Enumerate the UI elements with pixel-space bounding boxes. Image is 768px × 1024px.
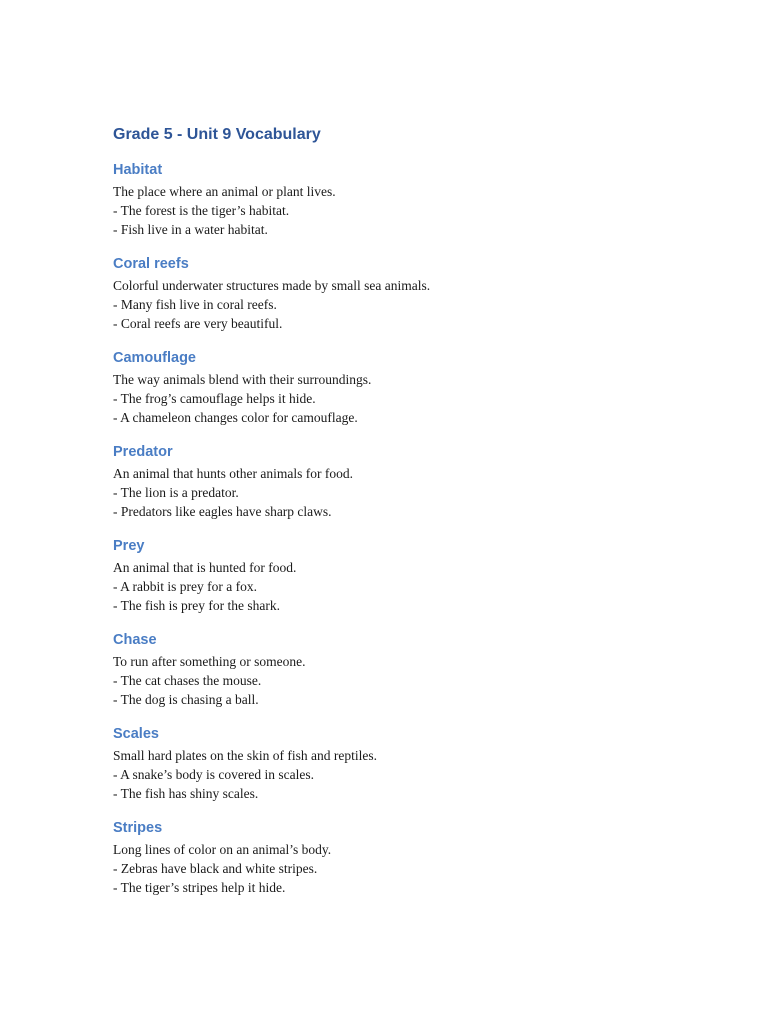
vocab-definition: Long lines of color on an animal’s body. [113,842,332,857]
vocab-term: Camouflage [113,350,196,366]
vocab-term: Predator [113,444,173,460]
vocab-definition: To run after something or someone. [113,654,306,669]
vocab-definition: Colorful underwater structures made by small sea animals. [113,278,431,293]
vocab-entry-chase [113,630,673,724]
vocab-entry-stripes [113,818,673,912]
vocab-term: Chase [113,632,157,648]
vocab-entry-predator [113,442,673,536]
vocab-example: - The lion is a predator. [113,485,239,500]
vocab-example: - A rabbit is prey for a fox. [113,579,257,594]
vocab-term: Habitat [113,162,163,178]
vocab-definition: An animal that hunts other animals for food. [113,466,353,481]
vocab-definition: Small hard plates on the skin of fish and reptiles. [113,748,377,763]
vocab-term: Stripes [113,820,163,836]
vocab-example: - Fish live in a water habitat. [113,222,268,237]
vocab-example: - The dog is chasing a ball. [113,692,259,707]
vocab-term: Scales [113,726,159,742]
vocab-term: Prey [113,538,145,554]
vocab-entry-coral-reefs [113,254,673,348]
vocab-example: - The frog’s camouflage helps it hide. [113,391,316,406]
document-title: Grade 5 - Unit 9 Vocabulary [113,126,321,143]
vocab-definition: The way animals blend with their surroundings. [113,372,372,387]
vocab-example: - Coral reefs are very beautiful. [113,316,283,331]
vocab-example: - Zebras have black and white stripes. [113,861,318,876]
vocab-entry-camouflage [113,348,673,442]
vocab-example: - The forest is the tiger’s habitat. [113,203,290,218]
vocab-example: - Many fish live in coral reefs. [113,297,277,312]
vocab-example: - The fish is prey for the shark. [113,598,280,613]
vocab-example: - The tiger’s stripes help it hide. [113,880,286,895]
vocab-entry-habitat [113,160,673,254]
vocabulary-list [113,160,673,912]
vocab-definition: The place where an animal or plant lives. [113,184,336,199]
vocab-example: - A snake’s body is covered in scales. [113,767,314,782]
vocab-term: Coral reefs [113,256,189,272]
vocab-example: - A chameleon changes color for camouflage. [113,410,358,425]
document-page [113,124,673,912]
vocab-definition: An animal that is hunted for food. [113,560,297,575]
vocab-entry-scales [113,724,673,818]
vocab-entry-prey [113,536,673,630]
vocab-example: - Predators like eagles have sharp claws. [113,504,332,519]
vocab-example: - The cat chases the mouse. [113,673,262,688]
vocab-example: - The fish has shiny scales. [113,786,259,801]
